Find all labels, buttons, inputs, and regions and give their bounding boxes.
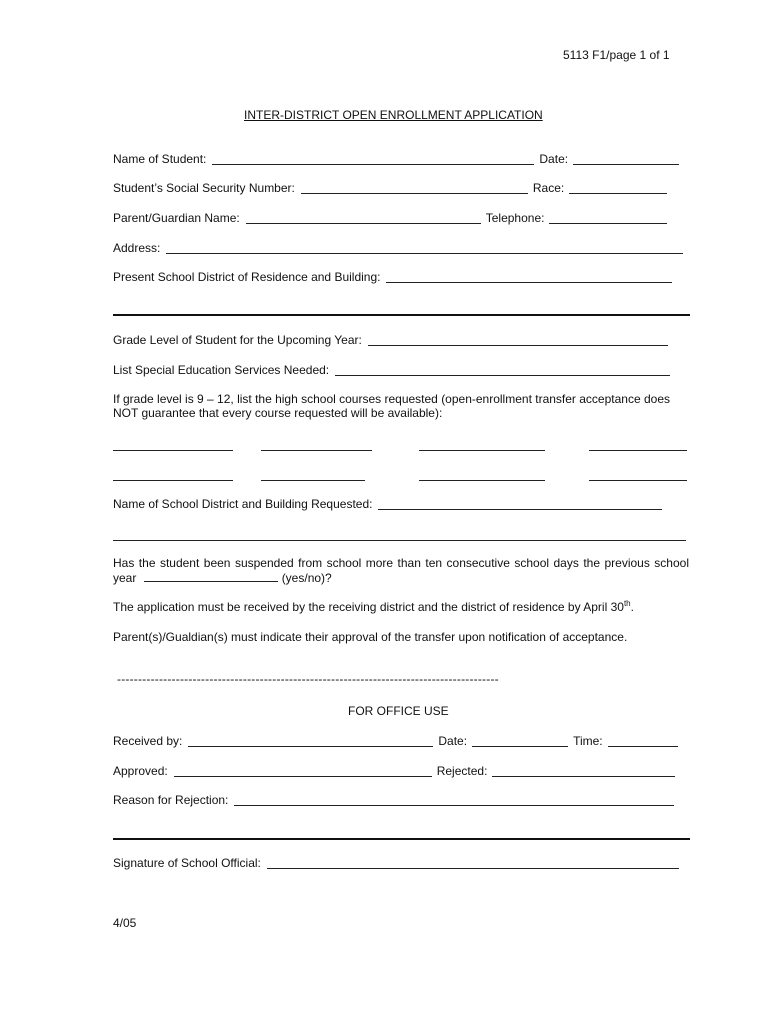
office-date-label: Date: — [438, 734, 468, 748]
approved-label: Approved: — [113, 764, 168, 778]
course-field[interactable] — [261, 480, 365, 481]
present-district-row — [113, 270, 672, 284]
present-district-field[interactable] — [386, 270, 672, 283]
reason-field[interactable] — [234, 793, 674, 806]
grade-level-label: Grade Level of Student for the Upcoming Year: — [113, 333, 362, 347]
address-field[interactable] — [166, 241, 683, 254]
address-row — [113, 241, 683, 255]
race-label: Race: — [532, 181, 565, 195]
office-time-field[interactable] — [608, 734, 678, 747]
parent-guardian-row — [113, 211, 667, 225]
grade-level-field[interactable] — [368, 333, 668, 346]
ssn-label: Student’s Social Security Number: — [113, 181, 295, 195]
course-field[interactable] — [113, 450, 233, 451]
office-date-field[interactable] — [472, 734, 568, 747]
course-field[interactable] — [113, 480, 233, 481]
cut-line-divider: ------------------------------------------------------------------------------------------- — [117, 672, 499, 686]
suspended-answer-field[interactable] — [144, 570, 278, 582]
special-ed-row — [113, 363, 670, 377]
signature-field[interactable] — [267, 856, 679, 869]
ssn-field[interactable] — [301, 181, 528, 194]
office-time-label: Time: — [573, 734, 603, 748]
address-label: Address: — [113, 241, 161, 255]
date-label: Date: — [539, 152, 569, 166]
received-by-field[interactable] — [188, 734, 433, 747]
name-of-student-row — [113, 152, 686, 166]
received-by-row — [113, 734, 678, 748]
signature-row — [113, 856, 679, 870]
yes-no-label: (yes/no)? — [281, 571, 332, 585]
course-field[interactable] — [589, 480, 687, 481]
reason-row — [113, 793, 674, 807]
signature-divider-line — [113, 838, 690, 840]
rejected-field[interactable] — [492, 764, 675, 777]
reason-label: Reason for Rejection: — [113, 793, 229, 807]
telephone-field[interactable] — [549, 211, 667, 224]
revision-date: 4/05 — [113, 916, 137, 930]
name-of-student-label: Name of Student: — [113, 152, 207, 166]
signature-label: Signature of School Official: — [113, 856, 261, 870]
suspended-question — [113, 556, 689, 585]
course-field[interactable] — [261, 450, 372, 451]
district-requested-field[interactable] — [378, 497, 662, 510]
high-school-courses-text: If grade level is 9 – 12, list the high school courses requested (open-enrollment transfer acceptance does NOT guarantee that every course requested will be available): — [113, 392, 670, 420]
deadline-superscript: th — [623, 599, 631, 608]
deadline-text-main: The application must be received by the receiving district and the district of residence by April 30 — [113, 600, 624, 614]
form-id: 5113 F1/page 1 of 1 — [563, 48, 670, 62]
approved-field[interactable] — [174, 764, 432, 777]
deadline-text — [113, 600, 689, 614]
district-requested-field-2[interactable] — [113, 540, 686, 541]
name-of-student-field[interactable] — [212, 152, 534, 165]
deadline-text-end: . — [630, 600, 634, 614]
office-use-heading: FOR OFFICE USE — [348, 704, 449, 718]
district-requested-row — [113, 497, 662, 511]
district-requested-label: Name of School District and Building Requested: — [113, 497, 373, 511]
grade-level-row — [113, 333, 668, 347]
date-field[interactable] — [573, 152, 679, 165]
rejected-label: Rejected: — [436, 764, 488, 778]
course-field[interactable] — [589, 450, 687, 451]
telephone-label: Telephone: — [485, 211, 545, 225]
special-ed-field[interactable] — [335, 363, 670, 376]
course-field[interactable] — [419, 480, 545, 481]
approved-row — [113, 764, 675, 778]
suspended-question-text: Has the student been suspended from school more than ten consecutive school days the previous school year — [113, 556, 689, 585]
special-ed-label: List Special Education Services Needed: — [113, 363, 330, 377]
section-divider-line — [113, 314, 690, 316]
course-field[interactable] — [419, 450, 545, 451]
received-by-label: Received by: — [113, 734, 183, 748]
approval-note: Parent(s)/Gualdian(s) must indicate their approval of the transfer upon notification of acceptance. — [113, 630, 628, 644]
present-district-label: Present School District of Residence and Building: — [113, 270, 381, 284]
parent-guardian-field[interactable] — [246, 211, 481, 224]
ssn-row — [113, 181, 667, 195]
race-field[interactable] — [569, 181, 667, 194]
parent-guardian-label: Parent/Guardian Name: — [113, 211, 240, 225]
form-title: INTER-DISTRICT OPEN ENROLLMENT APPLICATION — [244, 108, 543, 122]
